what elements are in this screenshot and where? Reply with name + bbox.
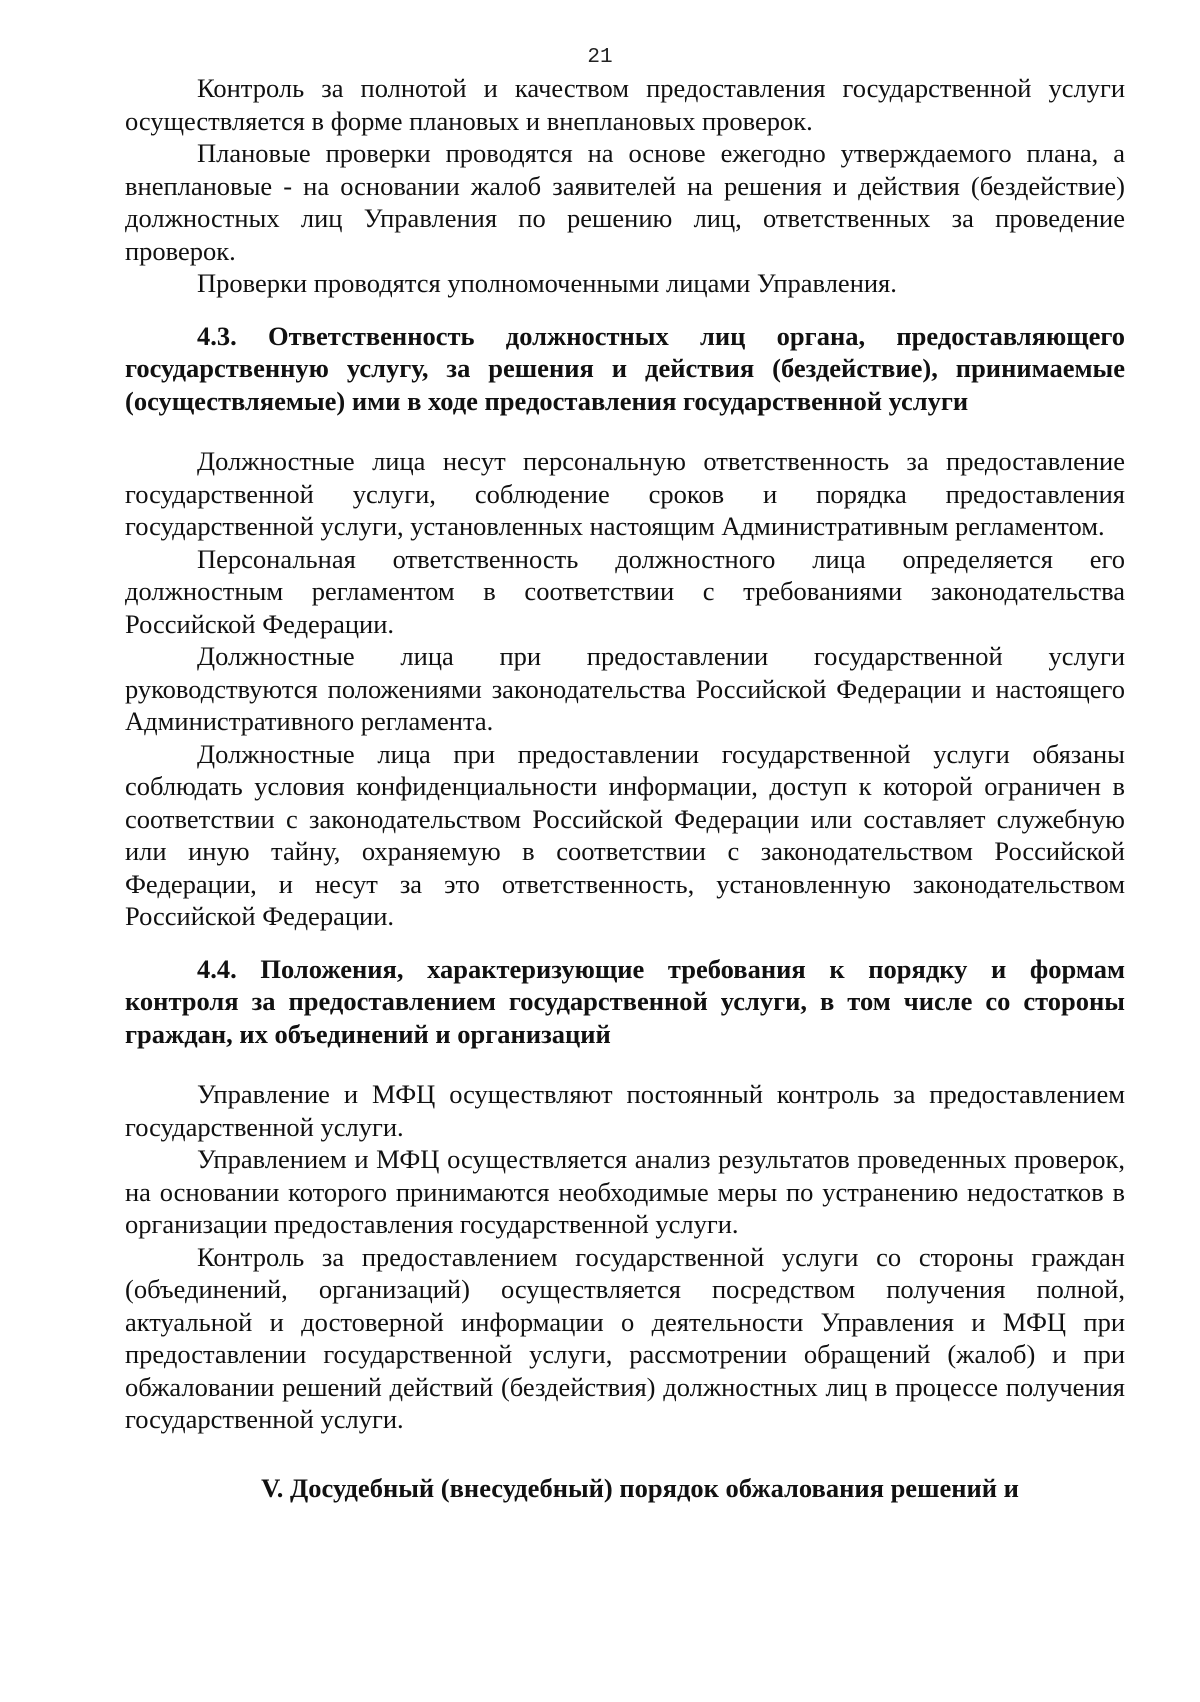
document-body — [125, 72, 1125, 1504]
paragraph: Контроль за полнотой и качеством предоставления государственной услуги осуществляется в форме плановых и внеплановых проверок. — [125, 73, 1125, 136]
paragraph: Плановые проверки проводятся на основе ежегодно утверждаемого плана, а внеплановые - на основании жалоб заявителей на решения и действия (бездействие) должностных лиц Управления по решению лиц, ответственных за проведение проверок. — [125, 138, 1125, 266]
section-heading-4-3: 4.3. Ответственность должностных лиц органа, предоставляющего государственную услугу, за решения и действия (бездействие), принимаемые (осуществляемые) ими в ходе предоставления государственной услуги — [125, 320, 1125, 416]
paragraph: Управлением и МФЦ осуществляется анализ результатов проведенных проверок, на основании которого принимаются необходимые меры по устранению недостатков в организации предоставления государственной услуги. — [125, 1144, 1125, 1239]
paragraph: Проверки проводятся уполномоченными лицами Управления. — [197, 268, 897, 298]
chapter-heading-v: V. Досудебный (внесудебный) порядок обжалования решений и — [261, 1472, 1019, 1503]
paragraph: Должностные лица при предоставлении государственной услуги обязаны соблюдать условия конфиденциальности информации, доступ к которой ограничен в соответствии с законодательством Российской Федерации или составляет служебную или иную тайну, охраняемую в соответствии с законодательством Российской Федерации, и несут за это ответственность, установленную законодательством Российской Федерации. — [125, 738, 1125, 931]
section-heading-4-4: 4.4. Положения, характеризующие требования к порядку и формам контроля за предоставлением государственной услуги, в том числе со стороны граждан, их объединений и организаций — [125, 953, 1125, 1049]
paragraph: Контроль за предоставлением государственной услуги со стороны граждан (объединений, организаций) осуществляется посредством получения полной, актуальной и достоверной информации о деятельности Управления и МФЦ при предоставлении государственной услуги, рассмотрении обращений (жалоб) и при обжаловании решений действий (бездействия) должностных лиц в процессе получения государственной услуги. — [125, 1241, 1125, 1434]
paragraph: Управление и МФЦ осуществляют постоянный контроль за предоставлением государственной услуги. — [125, 1079, 1125, 1142]
paragraph: Должностные лица несут персональную ответственность за предоставление государственной услуги, соблюдение сроков и порядка предоставления государственной услуги, установленных настоящим Административным регламентом. — [125, 446, 1125, 541]
page-number: 21 — [587, 46, 613, 69]
paragraph: Персональная ответственность должностного лица определяется его должностным регламентом в соответствии с требованиями законодательства Российской Федерации. — [125, 543, 1125, 639]
paragraph: Должностные лица при предоставлении государственной услуги руководствуются положениями законодательства Российской Федерации и настоящего Административного регламента. — [125, 641, 1125, 736]
